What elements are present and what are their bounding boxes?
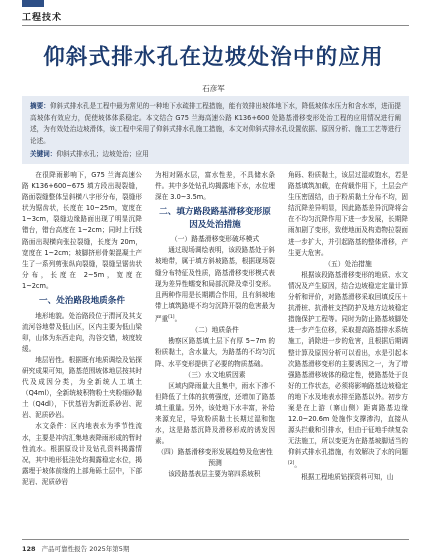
body-paragraph: 勘察区路基填土层下有厚 5~7m 的粉质黏土，含水量大，为路基的不均匀沉降、水平变形提供了必要的物质基础。 [155, 337, 275, 368]
body-paragraph: 区域内降雨量大且集中，雨水下渗不但降低了土体的抗剪强度，还增加了路基填土重量。另外，该处地下水丰富，补给来源充足，导致粉质黏土长期过湿和饱水，这是路基沉降及滑移形成的诱发因素。 [155, 381, 275, 446]
paragraph-end: 。 [174, 315, 182, 324]
abstract-text: 仰斜式排水孔是工程中最为常见的一种地下水疏排工程措施，能有效排出坡体地下水，降低坡体水压力和含水率，进而提高坡体有效应力，促使坡体体系稳定。本文结合 G75 兰海高速公路 K136+600 处路基滑移变形处治工程的应用情况进行阐述，为有效处治边坡滑体，该工程中采用了仰斜式排水孔施工措施，本文对仰斜式排水孔设置依据、原因分析、施工工艺等进行论述。 [30, 102, 402, 145]
subsection-heading: （二）地质条件 [191, 326, 239, 335]
paragraph-text: 通过现场调绘表明，该段路基处于斜坡地带，属于填方斜坡路基，根据现场裂缝分布特征及性质，路基滑移变形模式表现为差异性蠕变和局部沉降及牵引变形。且两种作用是长期耦合作用，且有斜坡地带上填筑路堤不均匀沉降开裂的危害最为严重 [155, 246, 275, 324]
article-author: 石彦军 [202, 84, 225, 93]
abstract-label: 摘要： [30, 102, 50, 110]
body-paragraph: 在很降雨影响下，G75 兰海高速公路 K136+600~675 填方段出现裂缝，路面裂缝整体呈斜横八字形分布，裂缝形状为锯齿状，长度在 10~25m，宽度在 1~3cm，裂缝边缘路面出现了明显沉降错台，错台高度在 1~2cm；同时上行线路面出现横向张拉裂缝，长度为 20m，宽度在 1~2cm；坡脚挤形骨架混凝土产生了一系列剪张纵向裂缝，裂缝呈锯齿状分布，长度在 2~5m，宽度在 1~2cm。 [22, 171, 142, 290]
article-title: 仰斜式排水孔在边坡处治中的应用 [43, 45, 384, 70]
body-paragraph: 地层岩性。根据既有地质调绘及钻探研究成果可知，路基范围坡体地层按其时代及成因分类，为全新统人工填土（Q4ml），全新统坡积物粉土夹粉细砂黏土（Q4dl），下伏基岩为新近系砂岩、泥岩、泥质砂岩。 [22, 355, 142, 420]
body-column-1 [22, 170, 142, 488]
body-paragraph: 根据工程地质钻探资料可知，山 [301, 472, 394, 481]
page-footer [22, 544, 129, 553]
body-paragraph [155, 245, 275, 325]
header-rule [22, 25, 409, 26]
paragraph-text: 根据该段路基滑移变形的地质、水文情况及产生原因，结合边坡稳定定量计算分析和评价，对路基滑移采取回填反压＋抗滑桩、抗滑桩支挡防护及地方边坡稳定措施保护工程等。同时为防止路基坡脚处进一步产生位移，采取提高路基排水系统施工，消除进一步的危害，且根据后期调整计算及原因分析可以看出，水是引起本次路基滑移变形的主要诱因之一，为了增强路基滑移坡体的稳定性，使路基处于良好的工作状态，必须将影响路基边坡稳定的地下水及地表水排至路基以外。初步方案是在上游（寨山侧）距离路基边缘 12.0~20.6m 处施作支撑渗沟，直接从源头拦截和引排水，但由于征地手续复杂无法施工，所以变更为在路基坡脚适当的仰斜式排水孔措施，有效解决了水的问题 [288, 270, 408, 457]
body-column-3 [288, 170, 408, 483]
subsection-heading: （一）路基滑移变形破坏模式 [170, 235, 260, 244]
citation-ref: [2] [288, 461, 295, 467]
section-heading: 二、填方路段路基滑移变形原因及处治措施 [159, 207, 271, 230]
footer-rule [22, 539, 409, 540]
body-paragraph: 为相对隔水层，富水性差，不具储水条件。其中多处钻孔均揭露地下水，水位埋深在 3.0~3.5m。 [155, 171, 275, 202]
body-paragraph [288, 270, 408, 472]
keywords-paragraph [30, 149, 401, 161]
section-heading: 一、处治路段地质条件 [39, 296, 125, 307]
page-number: 128 [22, 545, 36, 553]
keywords-text: 仰斜式排水孔；边坡处治；应用 [56, 150, 149, 159]
section-label: 工程技术 [22, 13, 63, 23]
paragraph-end: 。 [294, 461, 301, 470]
subsection-heading: （三）水文地质因素 [184, 370, 246, 379]
body-paragraph: 水文条件：区内地表水为季节性流水，主要是冲沟汇集地表降雨形成的暂时性流水。根据原设计及钻孔资料揭露情况，其中地形低洼处均揭露稳定水位，揭露埋于坡体前缘的上部角砾土层中，下部泥岩、泥质砂岩 [22, 422, 142, 486]
abstract-paragraph [30, 101, 401, 147]
journal-name: 产品可靠性报告 2025年第5期 [41, 545, 130, 553]
header-color-block [22, 0, 44, 7]
keywords-label: 关键词： [30, 150, 57, 159]
subsection-heading: （四）路基滑移变形发展趋势及危害性预测 [157, 448, 273, 468]
body-paragraph: 角砾、粉质黏土，该层过湿或饱水，若是路基填筑加载，在荷载作用下，土层会产生压密固结，由于粉质黏土分布不均，固结沉降差异明显，因此路基差异沉降将会在不均匀沉降作用下进一步发展，长期降雨加剧了变形，致使地面及构造物拉裂面进一步扩大，并引起路基的整体滑移，产生更大危害。 [288, 171, 408, 257]
subsection-heading: （五）处治措施 [324, 259, 372, 268]
body-paragraph: 地形地貌。处治路段位于渭河及其支流河谷地带及低山区，区内主要为低山梁卯，山体为东西走向，沟谷交错，坡度较缓。 [22, 311, 142, 353]
body-column-2 [155, 170, 275, 481]
body-paragraph: 该段路基表层主要为第四系坡积 [168, 470, 261, 479]
abstract-box [22, 96, 409, 164]
citation-ref: [1] [168, 314, 175, 320]
